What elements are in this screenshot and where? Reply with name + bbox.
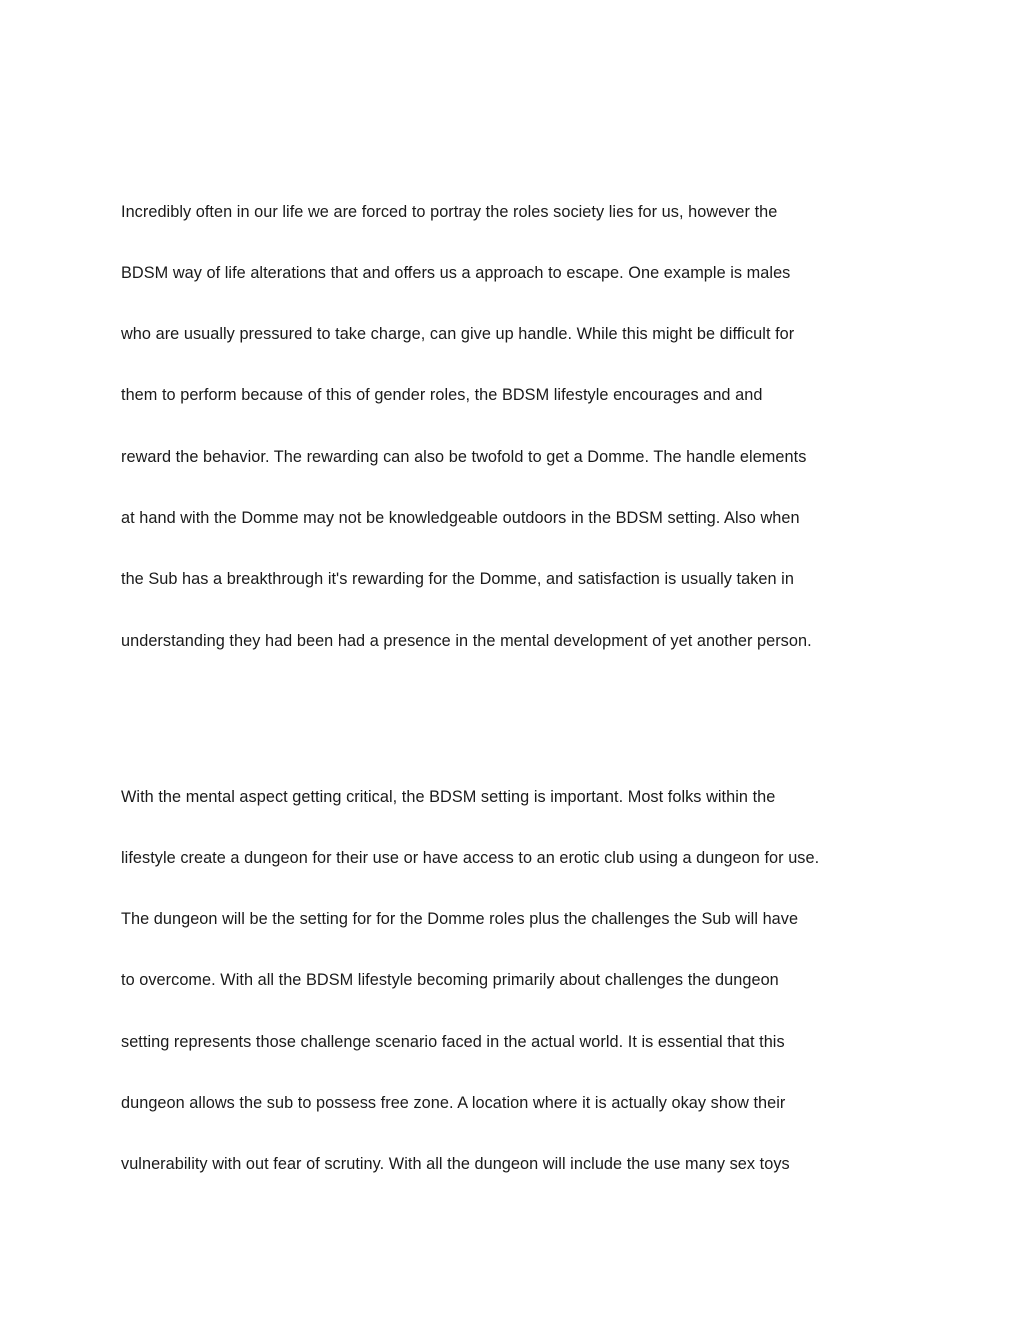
paragraph-1-line-7: the Sub has a breakthrough it's rewarding for the Domme, and satisfaction is usually taken in bbox=[121, 570, 794, 588]
paragraph-1-line-2: BDSM way of life alterations that and offers us a approach to escape. One example is males bbox=[121, 264, 791, 282]
paragraph-2-line-3: The dungeon will be the setting for for the Domme roles plus the challenges the Sub will have bbox=[121, 910, 799, 928]
paragraph-2-line-1: With the mental aspect getting critical, the BDSM setting is important. Most folks within the bbox=[121, 788, 776, 806]
paragraph-2-line-4: to overcome. With all the BDSM lifestyle becoming primarily about challenges the dungeon bbox=[121, 971, 779, 989]
paragraph-1-line-5: reward the behavior. The rewarding can also be twofold to get a Domme. The handle elements bbox=[121, 448, 807, 466]
paragraph-2-line-5: setting represents those challenge scenario faced in the actual world. It is essential that this bbox=[121, 1033, 785, 1051]
paragraph-1-line-1: Incredibly often in our life we are forced to portray the roles society lies for us, however the bbox=[121, 203, 778, 221]
paragraph-1-line-8: understanding they had been had a presence in the mental development of yet another person. bbox=[121, 632, 812, 650]
paragraph-1-line-6: at hand with the Domme may not be knowledgeable outdoors in the BDSM setting. Also when bbox=[121, 509, 800, 527]
paragraph-2-line-7: vulnerability with out fear of scrutiny. With all the dungeon will include the use many sex toys bbox=[121, 1155, 790, 1173]
paragraph-1-line-3: who are usually pressured to take charge, can give up handle. While this might be difficult for bbox=[121, 325, 795, 343]
paragraph-1-line-4: them to perform because of this of gender roles, the BDSM lifestyle encourages and and bbox=[121, 386, 763, 404]
paragraph-2-line-6: dungeon allows the sub to possess free zone. A location where it is actually okay show their bbox=[121, 1094, 786, 1112]
paragraph-2-line-2: lifestyle create a dungeon for their use or have access to an erotic club using a dungeon for use. bbox=[121, 849, 820, 867]
